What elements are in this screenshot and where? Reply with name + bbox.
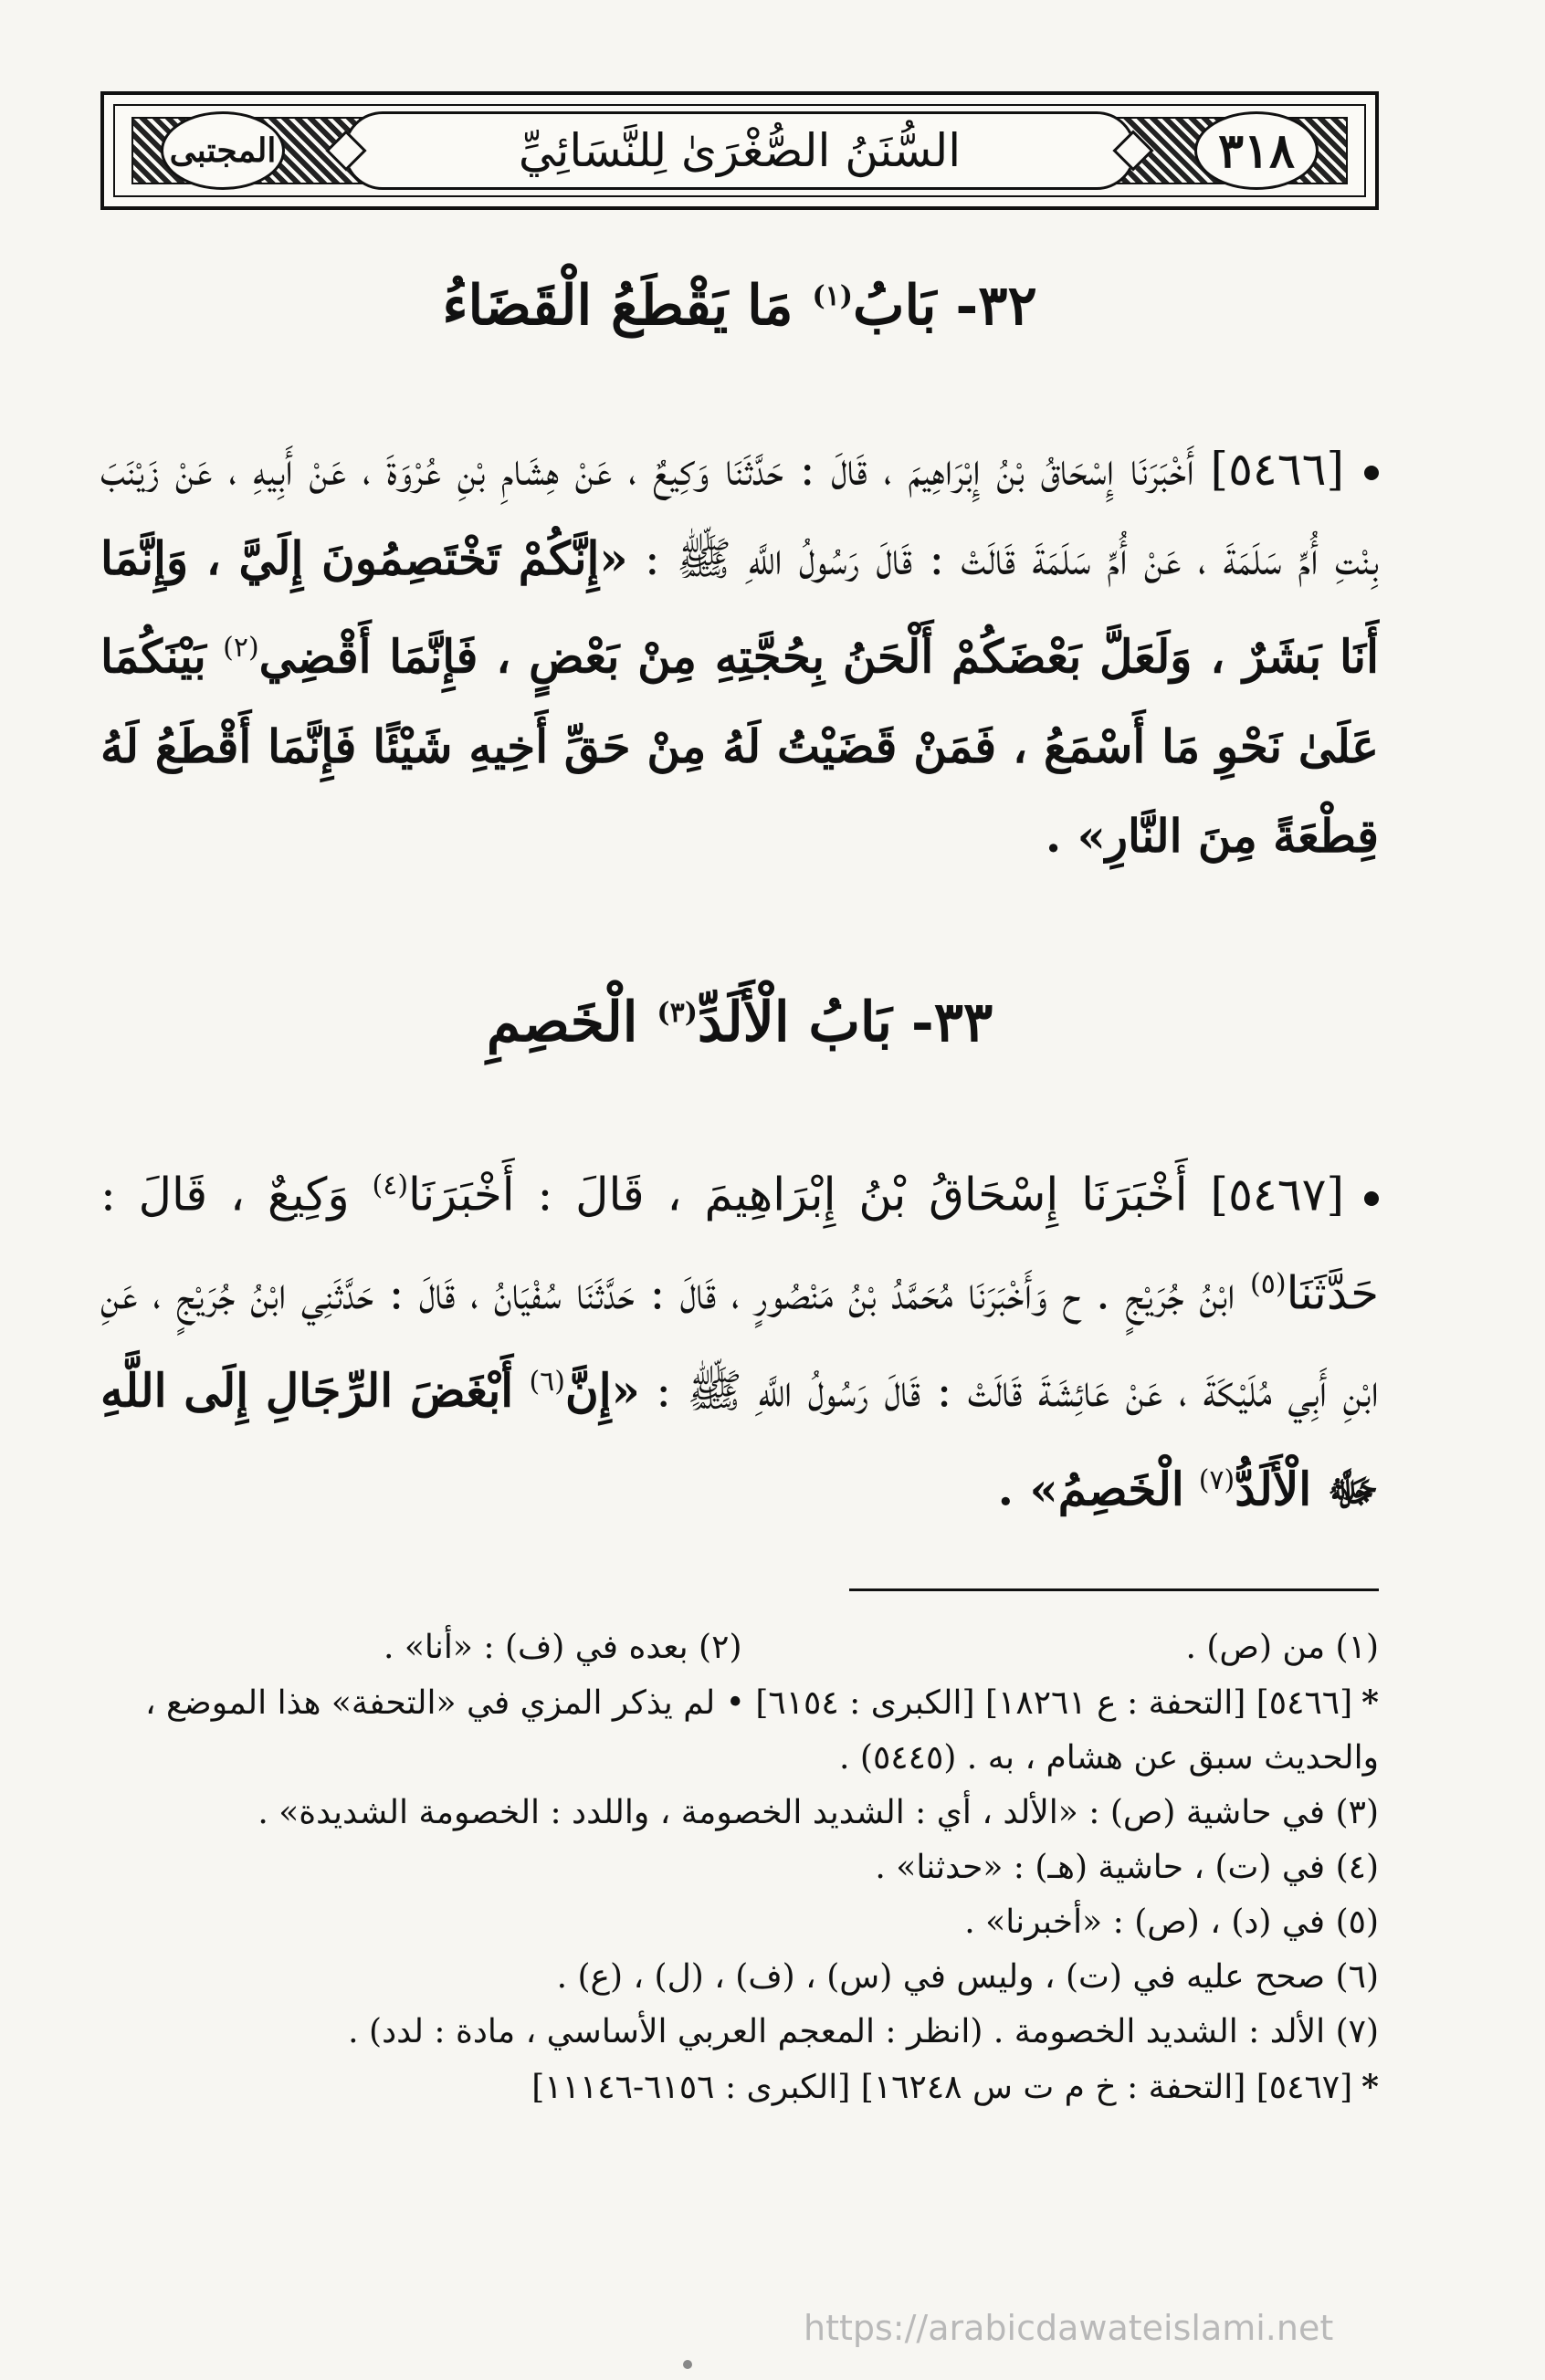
footnote-3: (٣) في حاشية (ص) : «الألد ، أي : الشديد الخصومة ، واللدد : الخصومة الشديدة» . xyxy=(258,1794,1379,1831)
chapter-title-part: بَابُ xyxy=(852,274,937,338)
hadith-isnad: أَخْبَرَنَا إِسْحَاقُ بْنُ إِبْرَاهِيمَ ، قَالَ : حَدَّثَنَا وَكِيعٌ ، عَنْ هِشَامِ بْنِ عُرْوَةَ ، عَنْ أَبِيهِ ، عَنْ زَيْنَبَ بِنْتِ أُمِّ سَلَمَةَ ، عَنْ أُمِّ سَلَمَةَ قَالَتْ : قَالَ رَسُولُ اللَّهِ ﷺ : xyxy=(100,443,1379,585)
takhrij-refs: [٥٤٦٧] [التحفة : خ م ت س ١٦٢٤٨] [الكبرى : ٦١٥٦-١١١٤٦] xyxy=(531,2069,1353,2106)
footnote-2: (٢) بعده في (ف) : «أنا» . xyxy=(384,1629,742,1666)
bullet-icon xyxy=(1364,466,1379,480)
star-icon: * xyxy=(1361,2068,1379,2106)
bullet-icon xyxy=(1364,1191,1379,1206)
footnote-5: (٥) في (د) ، (ص) : «أخبرنا» . xyxy=(964,1903,1379,1941)
chapter-number: ٣٣- xyxy=(910,991,993,1054)
takhrij-5466 xyxy=(110,1675,1379,1786)
takhrij-5467 xyxy=(110,2060,1379,2115)
footnote-separator xyxy=(849,1588,1379,1591)
hadith-isnad: أَخْبَرَنَا إِسْحَاقُ بْنُ إِبْرَاهِيمَ ، قَالَ : أَخْبَرَنَا xyxy=(408,1168,1188,1221)
footnotes xyxy=(110,1620,1379,2115)
chapter-heading-33 xyxy=(100,991,1379,1054)
hadith-isnad: وَكِيعٌ ، قَالَ : حَدَّثَنَا xyxy=(100,1168,1379,1320)
hadith-matn: أَبْغَضَ الرِّجَالِ إِلَى اللَّهِ ﷻ الْأَلَدُّ xyxy=(100,1363,1379,1516)
hadith-5466 xyxy=(100,425,1379,881)
takhrij-refs: [٥٤٦٦] [التحفة : ع ١٨٢٦١] [الكبرى : ٦١٥٤] xyxy=(755,1684,1353,1722)
hadith-isnad: ابْنُ جُرَيْجٍ . ح وَأَخْبَرَنَا مُحَمَّدُ بْنُ مَنْصُورٍ ، قَالَ : حَدَّثَنَا سُفْيَانُ ، قَالَ : حَدَّثَنِي ابْنُ جُرَيْجٍ ، عَنِ ابْنِ أَبِي مُلَيْكَةَ ، عَنْ عَائِشَةَ قَالَتْ : قَالَ رَسُولُ اللَّهِ ﷺ : xyxy=(100,1266,1379,1418)
footnote-marker: (٦) xyxy=(529,1366,566,1399)
hadith-matn: بَيْنَكُمَا عَلَىٰ نَحْوِ مَا أَسْمَعُ ، فَمَنْ قَضَيْتُ لَهُ مِنْ حَقِّ أَخِيهِ شَيْئًا فَإِنَّمَا أَقْطَعُ لَهُ قِطْعَةً مِنَ النَّارِ» . xyxy=(100,629,1379,863)
page-header xyxy=(100,91,1379,210)
footnote-marker: (١) xyxy=(812,280,853,312)
page-number-medallion xyxy=(1194,111,1319,190)
hadith-5467 xyxy=(100,1141,1379,1535)
book-emblem-medallion xyxy=(161,111,285,190)
footnote-7: (٧) الألد : الشديد الخصومة . (انظر : المعجم العربي الأساسي ، مادة : لدد) . xyxy=(348,2013,1379,2050)
header-frame xyxy=(113,104,1366,197)
book-emblem: المجتبى xyxy=(169,131,277,170)
chapter-title-part: مَا يَقْطَعُ الْقَضَاءُ xyxy=(442,274,794,338)
footnote-row xyxy=(110,1620,1379,1675)
chapter-title-part: بَابُ الْأَلَدِّ xyxy=(697,991,892,1054)
watermark-url: https://arabicdawateislami.net xyxy=(804,2308,1334,2348)
chapter-number: ٣٢- xyxy=(955,274,1037,338)
footnote-marker: (٢) xyxy=(223,632,259,664)
scan-speck xyxy=(683,2360,692,2369)
footnote-6: (٦) صحح عليه في (ت) ، وليس في (س) ، (ف) ، (ل) ، (ع) . xyxy=(556,1958,1379,1996)
hadith-number: [٥٤٦٧] xyxy=(1210,1168,1344,1221)
hadith-number: [٥٤٦٦] xyxy=(1210,443,1344,496)
header-title: السُّنَنُ الصُّغْرَىٰ لِلنَّسَائِيِّ xyxy=(518,124,962,177)
footnote-4: (٤) في (ت) ، حاشية (هـ) : «حدثنا» . xyxy=(875,1849,1379,1886)
footnote-marker: (٣) xyxy=(657,997,698,1029)
takhrij-note: • لم يذكر المزي في «التحفة» هذا الموضع ، والحديث سبق عن هشام ، به . (٥٤٤٥) . xyxy=(144,1684,1379,1777)
hadith-matn: «إِنَّكُمْ تَخْتَصِمُونَ إِلَيَّ ، وَإِنَّمَا أَنَا بَشَرٌ ، وَلَعَلَّ بَعْضَكُمْ أَلْحَنُ بِحُجَّتِهِ مِنْ بَعْضٍ ، فَإِنَّمَا أَقْضِي xyxy=(100,531,1379,684)
header-title-cartouche xyxy=(343,111,1136,190)
footnote-marker: (٤) xyxy=(372,1169,409,1201)
footnote-marker: (٥) xyxy=(1250,1267,1287,1300)
page-number: ٣١٨ xyxy=(1218,122,1295,179)
footnote-marker: (٧) xyxy=(1198,1463,1235,1496)
chapter-heading-32 xyxy=(100,274,1379,338)
hadith-matn: الْخَصِمُ» . xyxy=(997,1462,1184,1516)
footnote-1: (١) من (ص) . xyxy=(1185,1629,1379,1666)
hadith-matn: «إِنَّ xyxy=(565,1363,640,1418)
star-icon: * xyxy=(1361,1683,1379,1722)
chapter-title-part: الْخَصِمِ xyxy=(486,991,638,1054)
